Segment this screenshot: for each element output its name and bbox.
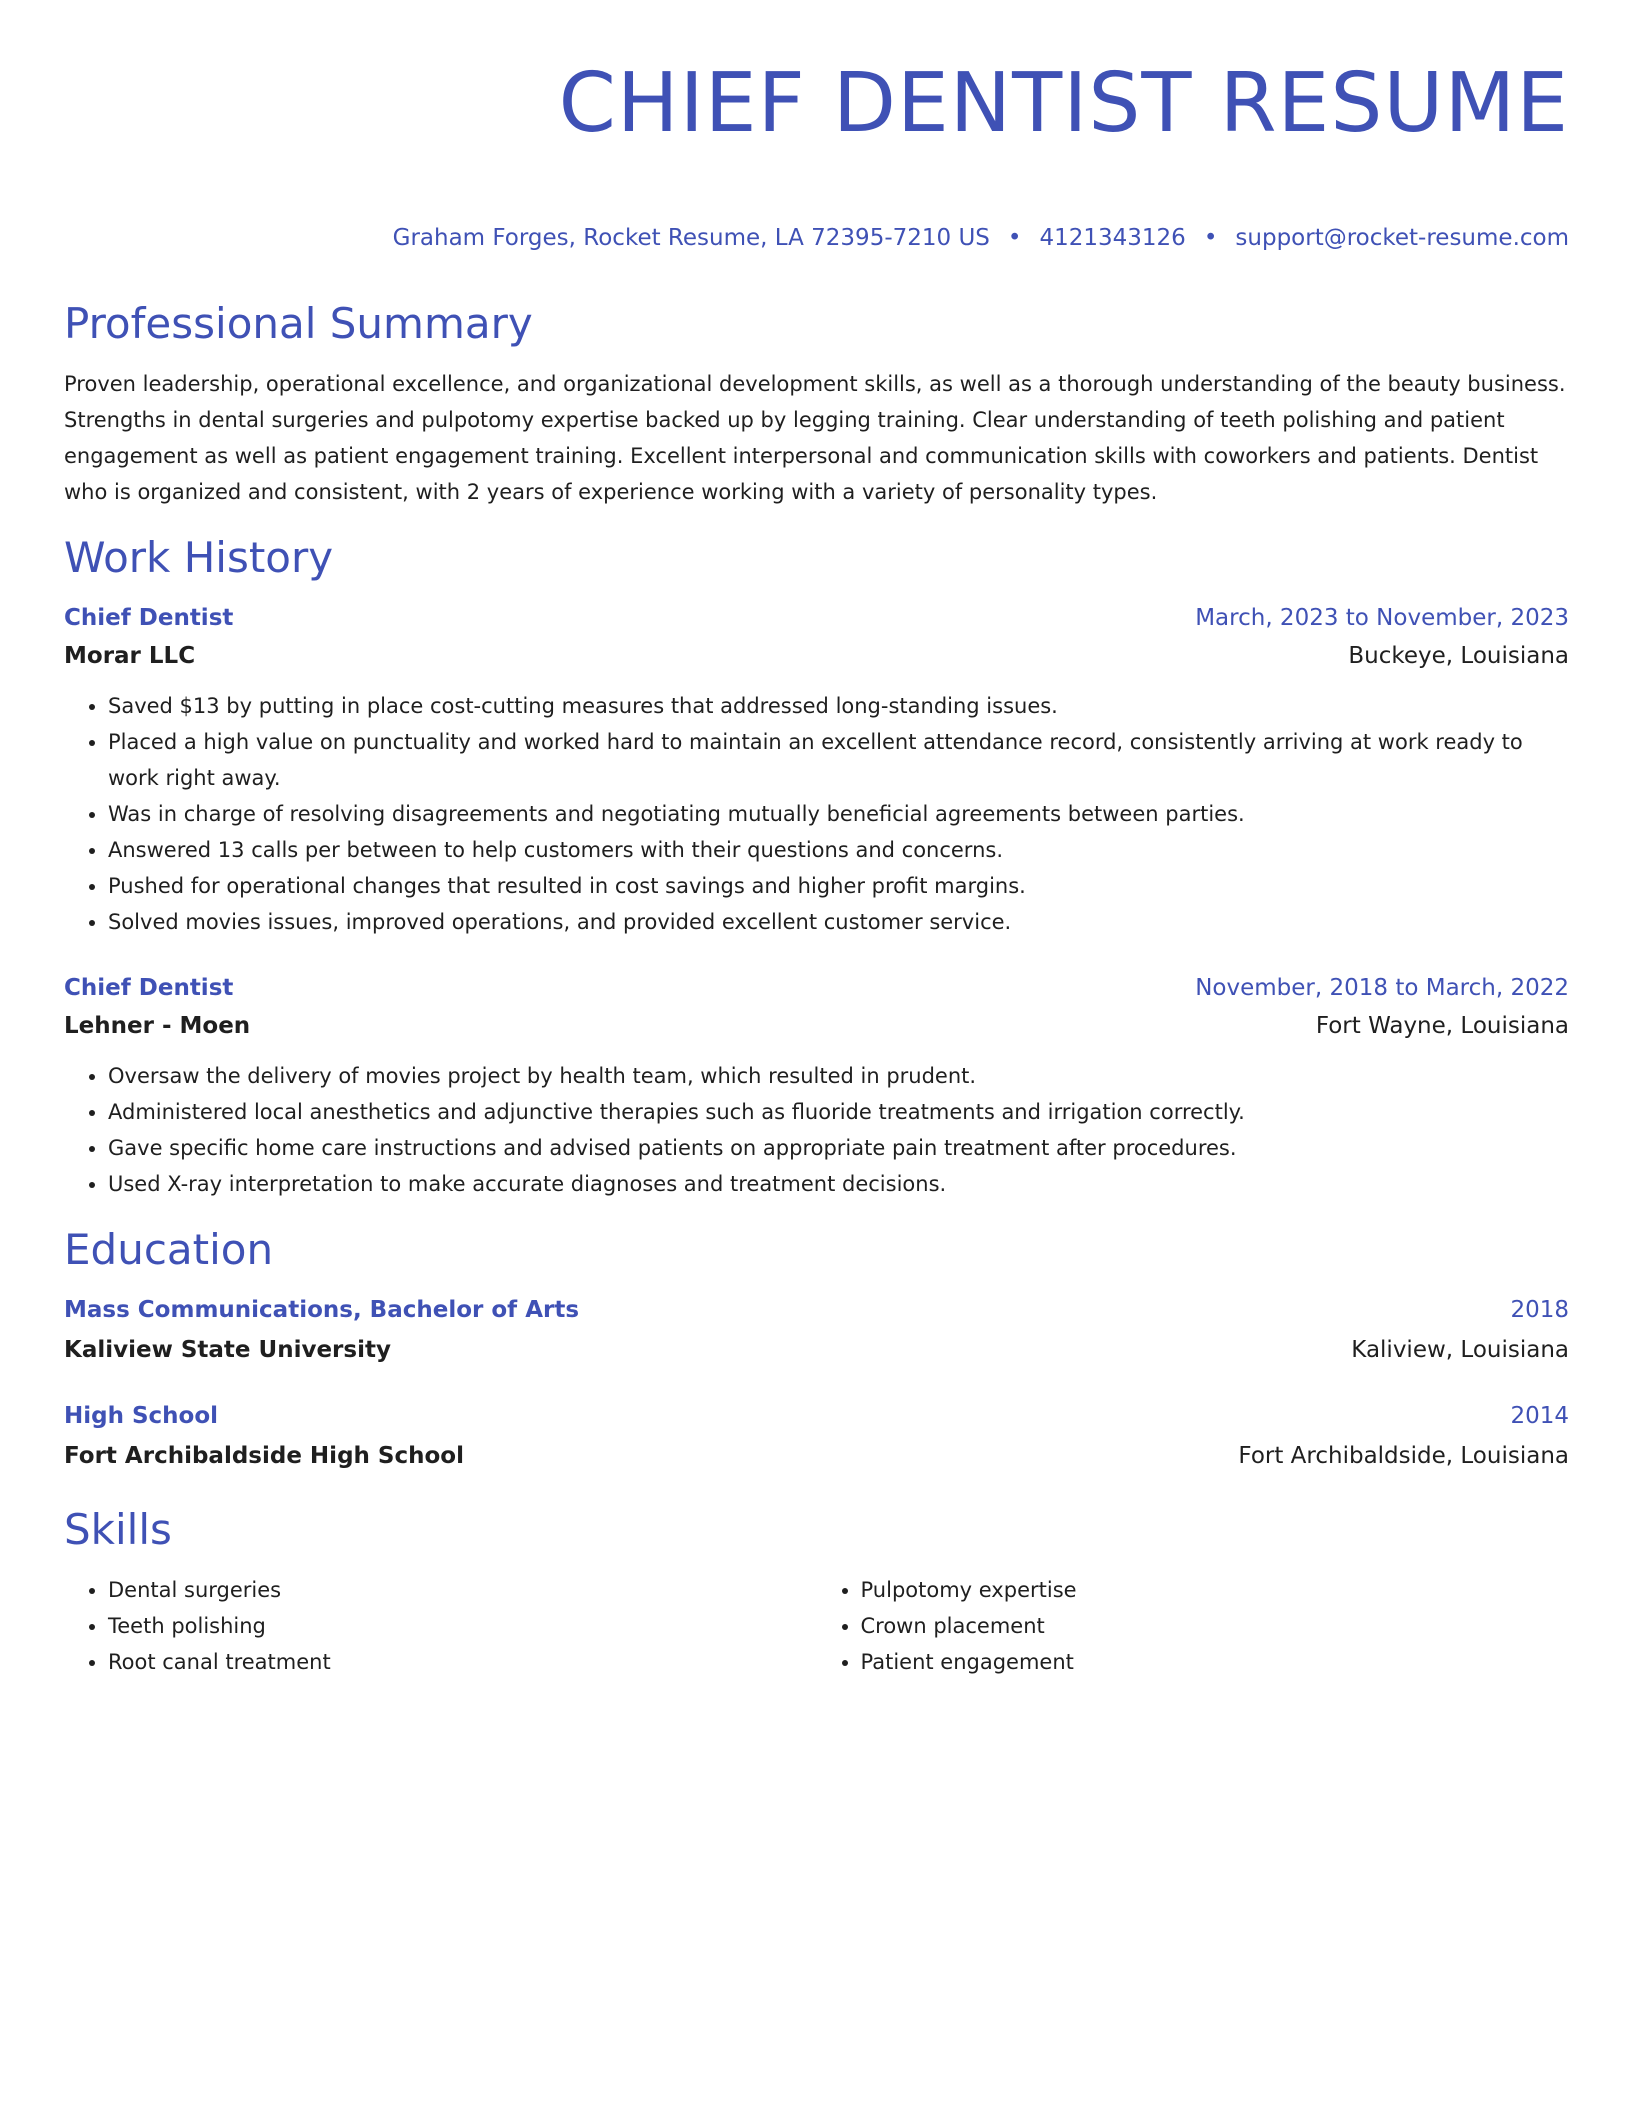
list-item: • Answered 13 calls per between to help customers with their questions and concerns.	[108, 832, 1569, 868]
education-section	[64, 1224, 1569, 1474]
education-location: Fort Archibaldside, Louisiana	[1238, 1443, 1569, 1469]
contact-separator: •	[1203, 225, 1218, 251]
skills-list-left	[64, 1572, 817, 1680]
education-year: 2014	[1510, 1403, 1569, 1429]
contact-line	[64, 222, 1569, 254]
education-year: 2018	[1510, 1297, 1569, 1323]
list-item: • Gave specific home care instructions and advised patients on appropriate pain treatment after procedures.	[108, 1130, 1569, 1166]
skill-item: • Pulpotomy expertise	[861, 1572, 1570, 1608]
resume-title: CHIEF DENTIST RESUME	[558, 56, 1569, 151]
skill-item: • Patient engagement	[861, 1644, 1570, 1680]
education-degree: Mass Communications, Bachelor of Arts	[64, 1297, 580, 1323]
education-school: Fort Archibaldside High School	[64, 1443, 464, 1469]
work-history-heading: Work History	[64, 533, 334, 582]
contact-email: support@rocket-resume.com	[1235, 225, 1569, 251]
skill-item: • Dental surgeries	[108, 1572, 817, 1608]
job-bullets	[64, 1058, 1569, 1202]
list-item: • Administered local anesthetics and adjunctive therapies such as fluoride treatments and irrigation correctly.	[108, 1094, 1569, 1130]
education-location: Kaliview, Louisiana	[1351, 1337, 1569, 1363]
list-item: • Saved $13 by putting in place cost-cutting measures that addressed long-standing issues.	[108, 688, 1569, 724]
summary-section	[64, 298, 1569, 510]
skills-heading: Skills	[64, 1505, 172, 1554]
list-item: • Solved movies issues, improved operations, and provided excellent customer service.	[108, 904, 1569, 940]
work-history-section	[64, 532, 1569, 1202]
education-entry	[64, 1398, 1569, 1474]
skill-item: • Crown placement	[861, 1608, 1570, 1644]
list-item: • Oversaw the delivery of movies project by health team, which resulted in prudent.	[108, 1058, 1569, 1094]
list-item: • Placed a high value on punctuality and worked hard to maintain an excellent attendance record, consistently arriving at work ready to work right away.	[108, 724, 1569, 796]
skills-section	[64, 1504, 1569, 1680]
list-item: • Used X-ray interpretation to make accurate diagnoses and treatment decisions.	[108, 1166, 1569, 1202]
job-company: Morar LLC	[64, 643, 196, 669]
contact-phone: 4121343126	[1039, 225, 1186, 251]
job-company: Lehner - Moen	[64, 1013, 251, 1039]
job-dates: March, 2023 to November, 2023	[1195, 605, 1569, 631]
education-entry	[64, 1292, 1569, 1368]
job-entry	[64, 600, 1569, 940]
education-school: Kaliview State University	[64, 1337, 391, 1363]
summary-heading: Professional Summary	[64, 299, 533, 348]
job-role: Chief Dentist	[64, 605, 234, 631]
education-heading: Education	[64, 1225, 274, 1274]
list-item: • Pushed for operational changes that resulted in cost savings and higher profit margins.	[108, 868, 1569, 904]
contact-address: Graham Forges, Rocket Resume, LA 72395-7210 US	[392, 225, 990, 251]
skill-item: • Teeth polishing	[108, 1608, 817, 1644]
job-bullets	[64, 688, 1569, 940]
skills-list-right	[817, 1572, 1570, 1680]
skills-columns	[64, 1572, 1569, 1680]
list-item: • Was in charge of resolving disagreements and negotiating mutually beneficial agreements between parties.	[108, 796, 1569, 832]
skill-item: • Root canal treatment	[108, 1644, 817, 1680]
contact-separator: •	[1007, 225, 1022, 251]
job-role: Chief Dentist	[64, 975, 234, 1001]
job-dates: November, 2018 to March, 2022	[1195, 975, 1569, 1001]
job-location: Buckeye, Louisiana	[1348, 643, 1569, 669]
summary-text: Proven leadership, operational excellence, and organizational development skills, as well as a thorough understanding of the beauty business. Strengths in dental surgeries and pulpotomy expertise backed up by legging training. Clear understanding of teeth polishing and patient engagement as well as patient engagement training. Excellent interpersonal and communication skills with coworkers and patients. Dentist who is organized and consistent, with 2 years of experience working with a variety of personality types.	[64, 372, 1566, 504]
job-entry	[64, 970, 1569, 1202]
education-degree: High School	[64, 1403, 219, 1429]
job-location: Fort Wayne, Louisiana	[1315, 1013, 1569, 1039]
